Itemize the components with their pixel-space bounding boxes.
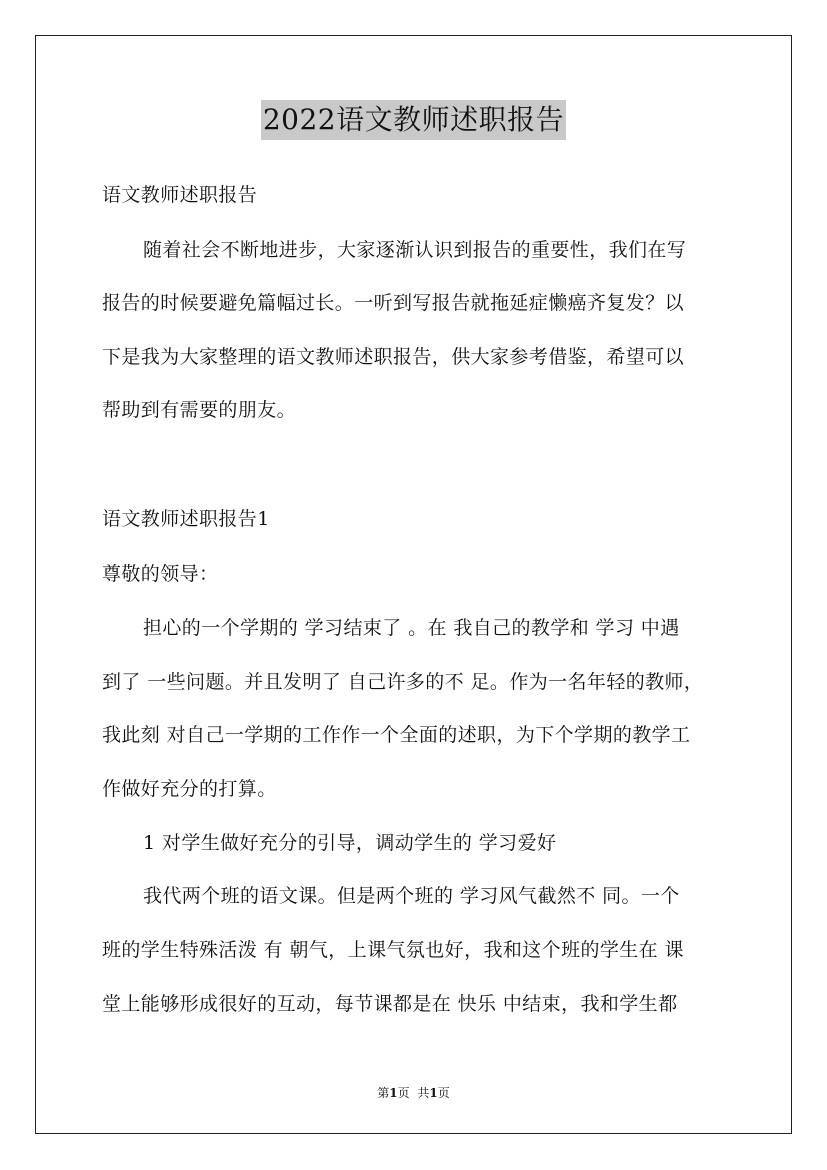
paragraph-line: 堂上能够形成很好的互动，每节课都是在 快乐 中结束，我和学生都 bbox=[102, 993, 678, 1015]
paragraph-line: 到了 一些问题。并且发明了 自己许多的不 足。作为一名年轻的教师， bbox=[102, 671, 704, 693]
subsection-heading: 1 对学生做好充分的引导，调动学生的 学习爱好 bbox=[143, 832, 557, 854]
footer-total-suffix: 页 bbox=[437, 1086, 450, 1100]
document-title: 2022语文教师述职报告 bbox=[261, 100, 566, 140]
footer-total-number: 1 bbox=[429, 1086, 438, 1100]
salutation: 尊敬的领导： bbox=[102, 563, 219, 585]
subtitle-line: 语文教师述职报告 bbox=[102, 184, 258, 206]
paragraph-line: 报告的时候要避免篇幅过长。一听到写报告就拖延症懒癌齐复发？以 bbox=[102, 292, 685, 314]
paragraph-line: 我代两个班的语文课。但是两个班的 学习风气截然不 同。一个 bbox=[143, 885, 680, 907]
paragraph-line: 下是我为大家整理的语文教师述职报告，供大家参考借鉴，希望可以 bbox=[102, 346, 685, 368]
paragraph-line: 班的学生特殊活泼 有 朝气，上课气氛也好，我和这个班的学生在 课 bbox=[102, 939, 684, 961]
paragraph-line: 作做好充分的打算。 bbox=[102, 778, 277, 800]
paragraph-line: 担心的一个学期的 学习结束了 。在 我自己的教学和 学习 中遇 bbox=[143, 617, 680, 639]
section-heading: 语文教师述职报告1 bbox=[102, 508, 270, 530]
footer-page-suffix: 页 bbox=[397, 1086, 410, 1100]
paragraph-line: 我此刻 对自己一学期的工作作一个全面的述职，为下个学期的教学工 bbox=[102, 724, 691, 746]
paragraph-line: 帮助到有需要的朋友。 bbox=[102, 399, 297, 421]
title-wrap bbox=[0, 100, 827, 140]
footer-total-prefix: 共 bbox=[417, 1086, 430, 1100]
page-footer bbox=[0, 1085, 827, 1101]
footer-page-number: 1 bbox=[389, 1086, 398, 1100]
footer-page-prefix: 第 bbox=[377, 1086, 390, 1100]
paragraph-line: 随着社会不断地进步，大家逐渐认识到报告的重要性，我们在写 bbox=[143, 239, 687, 261]
